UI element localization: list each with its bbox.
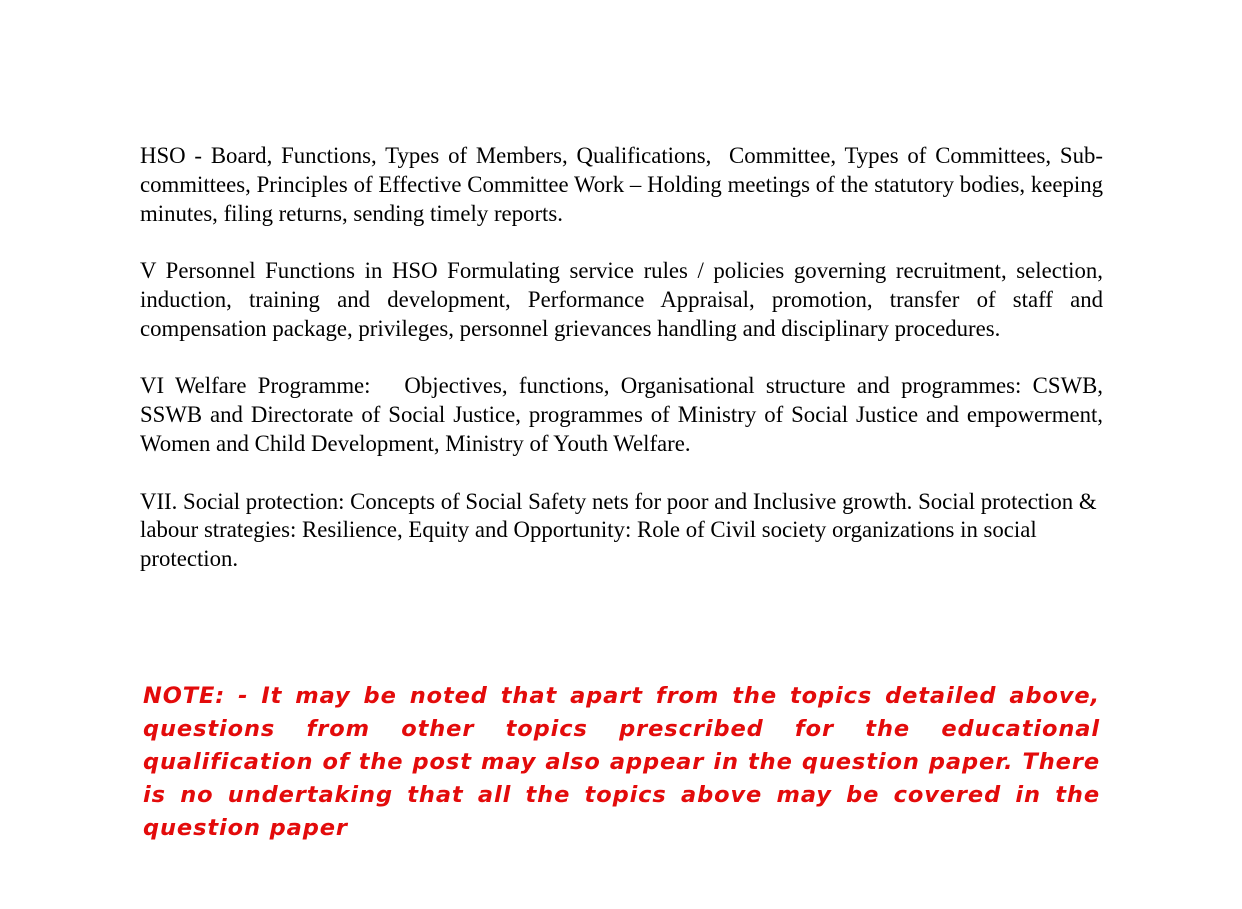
note-text: NOTE: - It may be noted that apart from the topics detailed above, questions from other topics prescribed for the educational qualification of the post may also appear in the question paper. There is no undertaking that all the topics above may be covered in the question paper [143,683,1100,841]
paragraph-welfare-programme: VI Welfare Programme: Objectives, functions, Organisational structure and programmes: CSWB, SSWB and Directorate of Social Justice, programmes of Ministry of Social Justice and empowerment, Women and Child Development, Ministry of Youth Welfare. [140,373,1109,456]
paragraph-personnel-functions: V Personnel Functions in HSO Formulating service rules / policies governing recruitment, selection, induction, training and development, Performance Appraisal, promotion, transfer of staff and compensation package, privileges, personnel grievances handling and disciplinary procedures. [140,258,1109,341]
paragraph-hso-board: HSO - Board, Functions, Types of Members, Qualifications, Committee, Types of Committees, Sub-committees, Principles of Effective Committee Work – Holding meetings of the statutory bodies, keeping minutes, filing returns, sending timely reports. [140,143,1109,226]
paragraph-social-protection: VII. Social protection: Concepts of Social Safety nets for poor and Inclusive growth. Social protection & labour strategies: Resilience, Equity and Opportunity: Role of Civil society organizations in social protection. [140,488,1103,572]
syllabus-content [140,142,1109,603]
